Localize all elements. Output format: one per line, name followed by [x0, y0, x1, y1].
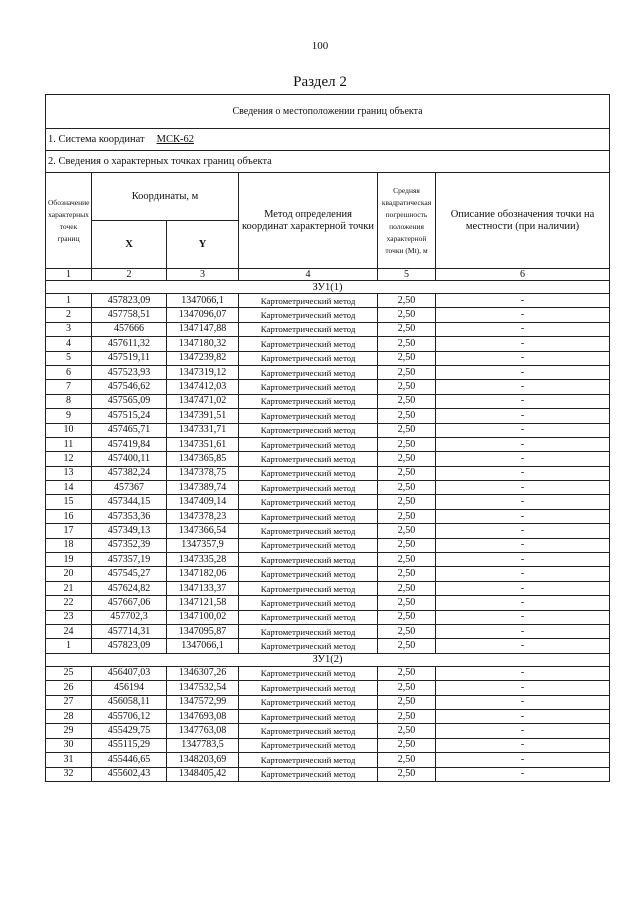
accuracy-cell: 2,50 [378, 581, 436, 595]
x-coordinate: 457666 [92, 322, 167, 336]
table-row [46, 581, 610, 595]
x-coordinate: 455429,75 [92, 724, 167, 738]
section-title: Раздел 2 [293, 74, 347, 90]
x-coordinate: 457565,09 [92, 394, 167, 408]
x-coordinate: 457515,24 [92, 409, 167, 423]
table-row [46, 681, 610, 695]
description-cell: - [436, 509, 610, 523]
y-coordinate: 1347335,28 [167, 553, 239, 567]
table-row [46, 394, 610, 408]
x-coordinate: 457545,27 [92, 567, 167, 581]
point-number: 28 [46, 709, 92, 723]
table-row [46, 437, 610, 451]
y-coordinate: 1346307,26 [167, 666, 239, 680]
header-description: Описание обозначения точки на местности (при наличии) [436, 173, 610, 269]
point-number: 12 [46, 452, 92, 466]
column-number: 3 [167, 269, 239, 281]
method-cell: Картометрический метод [239, 753, 378, 767]
point-number: 32 [46, 767, 92, 781]
table-row [46, 538, 610, 552]
table-row [46, 767, 610, 781]
table-row [46, 337, 610, 351]
accuracy-cell: 2,50 [378, 538, 436, 552]
accuracy-cell: 2,50 [378, 639, 436, 653]
boundary-points-table [45, 94, 610, 782]
point-number: 29 [46, 724, 92, 738]
x-coordinate: 457367 [92, 481, 167, 495]
method-cell: Картометрический метод [239, 767, 378, 781]
description-cell: - [436, 767, 610, 781]
point-number: 9 [46, 409, 92, 423]
table-row [46, 639, 610, 653]
column-number: 6 [436, 269, 610, 281]
method-cell: Картометрический метод [239, 709, 378, 723]
method-cell: Картометрический метод [239, 308, 378, 322]
method-cell: Картометрический метод [239, 294, 378, 308]
x-coordinate: 457465,71 [92, 423, 167, 437]
accuracy-cell: 2,50 [378, 466, 436, 480]
x-coordinate: 457519,11 [92, 351, 167, 365]
method-cell: Картометрический метод [239, 567, 378, 581]
accuracy-cell: 2,50 [378, 509, 436, 523]
x-coordinate: 457823,09 [92, 639, 167, 653]
x-coordinate: 457352,39 [92, 538, 167, 552]
method-cell: Картометрический метод [239, 351, 378, 365]
method-cell: Картометрический метод [239, 437, 378, 451]
y-coordinate: 1347180,32 [167, 337, 239, 351]
x-coordinate: 457546,62 [92, 380, 167, 394]
x-coordinate: 456194 [92, 681, 167, 695]
method-cell: Картометрический метод [239, 681, 378, 695]
x-coordinate: 457382,24 [92, 466, 167, 480]
point-number: 21 [46, 581, 92, 595]
y-coordinate: 1347357,9 [167, 538, 239, 552]
description-cell: - [436, 351, 610, 365]
method-cell: Картометрический метод [239, 639, 378, 653]
table-row [46, 753, 610, 767]
x-coordinate: 457702,3 [92, 610, 167, 624]
description-cell: - [436, 365, 610, 379]
accuracy-cell: 2,50 [378, 610, 436, 624]
description-cell: - [436, 380, 610, 394]
point-number: 5 [46, 351, 92, 365]
coord-system-label: 1. Система координат [48, 133, 145, 145]
point-number: 15 [46, 495, 92, 509]
description-cell: - [436, 724, 610, 738]
column-number: 1 [46, 269, 92, 281]
x-coordinate: 457344,15 [92, 495, 167, 509]
point-number: 3 [46, 322, 92, 336]
y-coordinate: 1347693,08 [167, 709, 239, 723]
method-cell: Картометрический метод [239, 322, 378, 336]
y-coordinate: 1347096,07 [167, 308, 239, 322]
x-coordinate: 457667,06 [92, 596, 167, 610]
table-row [46, 666, 610, 680]
table-row [46, 351, 610, 365]
x-coordinate: 457611,32 [92, 337, 167, 351]
point-number: 30 [46, 738, 92, 752]
description-cell: - [436, 738, 610, 752]
accuracy-cell: 2,50 [378, 452, 436, 466]
x-coordinate: 456407,03 [92, 666, 167, 680]
table-row [46, 709, 610, 723]
y-coordinate: 1347100,02 [167, 610, 239, 624]
point-number: 7 [46, 380, 92, 394]
table-row [46, 724, 610, 738]
point-number: 2 [46, 308, 92, 322]
point-number: 25 [46, 666, 92, 680]
description-cell: - [436, 322, 610, 336]
description-cell: - [436, 452, 610, 466]
accuracy-cell: 2,50 [378, 724, 436, 738]
table-row [46, 567, 610, 581]
table-row [46, 294, 610, 308]
method-cell: Картометрический метод [239, 524, 378, 538]
method-cell: Картометрический метод [239, 495, 378, 509]
coord-system-value: МСК-62 [156, 133, 194, 145]
point-number: 8 [46, 394, 92, 408]
point-number: 11 [46, 437, 92, 451]
table-row [46, 553, 610, 567]
accuracy-cell: 2,50 [378, 308, 436, 322]
point-number: 20 [46, 567, 92, 581]
method-cell: Картометрический метод [239, 509, 378, 523]
method-cell: Картометрический метод [239, 538, 378, 552]
y-coordinate: 1347412,03 [167, 380, 239, 394]
group-header: ЗУ1(1) [46, 281, 610, 294]
y-coordinate: 1348405,42 [167, 767, 239, 781]
x-coordinate: 457419,84 [92, 437, 167, 451]
header-accuracy: Средняя квадратическая погрешность положения характерной точки (Mt), м [378, 173, 436, 269]
method-cell: Картометрический метод [239, 380, 378, 394]
y-coordinate: 1347783,5 [167, 738, 239, 752]
page-number: 100 [311, 40, 329, 52]
point-number: 31 [46, 753, 92, 767]
accuracy-cell: 2,50 [378, 596, 436, 610]
y-coordinate: 1347066,1 [167, 639, 239, 653]
x-coordinate: 457624,82 [92, 581, 167, 595]
accuracy-cell: 2,50 [378, 709, 436, 723]
x-coordinate: 455706,12 [92, 709, 167, 723]
method-cell: Картометрический метод [239, 365, 378, 379]
accuracy-cell: 2,50 [378, 351, 436, 365]
accuracy-cell: 2,50 [378, 753, 436, 767]
point-number: 1 [46, 294, 92, 308]
x-coordinate: 455115,29 [92, 738, 167, 752]
y-coordinate: 1347366,54 [167, 524, 239, 538]
point-number: 17 [46, 524, 92, 538]
accuracy-cell: 2,50 [378, 666, 436, 680]
x-coordinate: 457714,31 [92, 624, 167, 638]
table-row [46, 524, 610, 538]
y-coordinate: 1347409,14 [167, 495, 239, 509]
x-coordinate: 457349,13 [92, 524, 167, 538]
y-coordinate: 1347095,87 [167, 624, 239, 638]
table-row [46, 466, 610, 480]
table-row [46, 452, 610, 466]
method-cell: Картометрический метод [239, 394, 378, 408]
x-coordinate: 457523,93 [92, 365, 167, 379]
method-cell: Картометрический метод [239, 337, 378, 351]
method-cell: Картометрический метод [239, 409, 378, 423]
table-row [46, 509, 610, 523]
header-x: X [92, 221, 167, 269]
method-cell: Картометрический метод [239, 581, 378, 595]
description-cell: - [436, 681, 610, 695]
table-row [46, 495, 610, 509]
x-coordinate: 455602,43 [92, 767, 167, 781]
description-cell: - [436, 538, 610, 552]
description-cell: - [436, 437, 610, 451]
point-number: 13 [46, 466, 92, 480]
table-row [46, 481, 610, 495]
point-number: 23 [46, 610, 92, 624]
x-coordinate: 456058,11 [92, 695, 167, 709]
accuracy-cell: 2,50 [378, 380, 436, 394]
point-number: 10 [46, 423, 92, 437]
description-cell: - [436, 394, 610, 408]
accuracy-cell: 2,50 [378, 624, 436, 638]
method-cell: Картометрический метод [239, 452, 378, 466]
description-cell: - [436, 308, 610, 322]
description-cell: - [436, 423, 610, 437]
table-row [46, 596, 610, 610]
description-cell: - [436, 639, 610, 653]
y-coordinate: 1348203,69 [167, 753, 239, 767]
description-cell: - [436, 337, 610, 351]
accuracy-cell: 2,50 [378, 423, 436, 437]
method-cell: Картометрический метод [239, 738, 378, 752]
y-coordinate: 1347066,1 [167, 294, 239, 308]
point-number: 24 [46, 624, 92, 638]
table-row [46, 365, 610, 379]
x-coordinate: 457758,51 [92, 308, 167, 322]
coord-system-row [46, 129, 610, 151]
y-coordinate: 1347365,85 [167, 452, 239, 466]
accuracy-cell: 2,50 [378, 738, 436, 752]
description-cell: - [436, 567, 610, 581]
accuracy-cell: 2,50 [378, 365, 436, 379]
method-cell: Картометрический метод [239, 553, 378, 567]
description-cell: - [436, 495, 610, 509]
description-cell: - [436, 753, 610, 767]
method-cell: Картометрический метод [239, 624, 378, 638]
description-cell: - [436, 553, 610, 567]
y-coordinate: 1347239,82 [167, 351, 239, 365]
accuracy-cell: 2,50 [378, 553, 436, 567]
column-number: 2 [92, 269, 167, 281]
y-coordinate: 1347133,37 [167, 581, 239, 595]
description-cell: - [436, 466, 610, 480]
y-coordinate: 1347391,51 [167, 409, 239, 423]
y-coordinate: 1347121,58 [167, 596, 239, 610]
y-coordinate: 1347378,23 [167, 509, 239, 523]
point-number: 22 [46, 596, 92, 610]
y-coordinate: 1347182,06 [167, 567, 239, 581]
x-coordinate: 457357,19 [92, 553, 167, 567]
description-cell: - [436, 666, 610, 680]
table-row [46, 423, 610, 437]
y-coordinate: 1347331,71 [167, 423, 239, 437]
description-cell: - [436, 624, 610, 638]
method-cell: Картометрический метод [239, 724, 378, 738]
x-coordinate: 457823,09 [92, 294, 167, 308]
table-row [46, 695, 610, 709]
table-row [46, 610, 610, 624]
accuracy-cell: 2,50 [378, 567, 436, 581]
table-row [46, 409, 610, 423]
description-cell: - [436, 481, 610, 495]
header-method: Метод определения координат характерной точки [239, 173, 378, 269]
y-coordinate: 1347378,75 [167, 466, 239, 480]
description-cell: - [436, 709, 610, 723]
header-y: Y [167, 221, 239, 269]
point-number: 27 [46, 695, 92, 709]
table-row [46, 624, 610, 638]
description-cell: - [436, 610, 610, 624]
y-coordinate: 1347763,08 [167, 724, 239, 738]
y-coordinate: 1347351,61 [167, 437, 239, 451]
description-cell: - [436, 695, 610, 709]
description-cell: - [436, 409, 610, 423]
point-number: 14 [46, 481, 92, 495]
method-cell: Картометрический метод [239, 666, 378, 680]
description-cell: - [436, 524, 610, 538]
method-cell: Картометрический метод [239, 610, 378, 624]
y-coordinate: 1347471,02 [167, 394, 239, 408]
x-coordinate: 457400,11 [92, 452, 167, 466]
accuracy-cell: 2,50 [378, 524, 436, 538]
header-coordinates: Координаты, м [92, 173, 239, 221]
group-header: ЗУ1(2) [46, 653, 610, 666]
point-number: 26 [46, 681, 92, 695]
table-row [46, 322, 610, 336]
y-coordinate: 1347389,74 [167, 481, 239, 495]
accuracy-cell: 2,50 [378, 495, 436, 509]
point-number: 16 [46, 509, 92, 523]
table-row [46, 308, 610, 322]
point-number: 1 [46, 639, 92, 653]
y-coordinate: 1347319,12 [167, 365, 239, 379]
accuracy-cell: 2,50 [378, 481, 436, 495]
accuracy-cell: 2,50 [378, 437, 436, 451]
y-coordinate: 1347147,88 [167, 322, 239, 336]
point-number: 18 [46, 538, 92, 552]
method-cell: Картометрический метод [239, 466, 378, 480]
method-cell: Картометрический метод [239, 481, 378, 495]
header-designation: Обозначение характерных точек границ [46, 173, 92, 269]
column-number: 5 [378, 269, 436, 281]
method-cell: Картометрический метод [239, 695, 378, 709]
accuracy-cell: 2,50 [378, 695, 436, 709]
table-title: Сведения о местоположении границ объекта [46, 95, 610, 129]
accuracy-cell: 2,50 [378, 337, 436, 351]
y-coordinate: 1347532,54 [167, 681, 239, 695]
points-section-label: 2. Сведения о характерных точках границ объекта [46, 151, 610, 173]
x-coordinate: 457353,36 [92, 509, 167, 523]
table-row [46, 738, 610, 752]
description-cell: - [436, 596, 610, 610]
point-number: 6 [46, 365, 92, 379]
accuracy-cell: 2,50 [378, 394, 436, 408]
y-coordinate: 1347572,99 [167, 695, 239, 709]
table-row [46, 380, 610, 394]
method-cell: Картометрический метод [239, 596, 378, 610]
column-number: 4 [239, 269, 378, 281]
description-cell: - [436, 294, 610, 308]
method-cell: Картометрический метод [239, 423, 378, 437]
point-number: 4 [46, 337, 92, 351]
point-number: 19 [46, 553, 92, 567]
description-cell: - [436, 581, 610, 595]
accuracy-cell: 2,50 [378, 409, 436, 423]
accuracy-cell: 2,50 [378, 681, 436, 695]
accuracy-cell: 2,50 [378, 322, 436, 336]
accuracy-cell: 2,50 [378, 767, 436, 781]
x-coordinate: 455446,65 [92, 753, 167, 767]
accuracy-cell: 2,50 [378, 294, 436, 308]
